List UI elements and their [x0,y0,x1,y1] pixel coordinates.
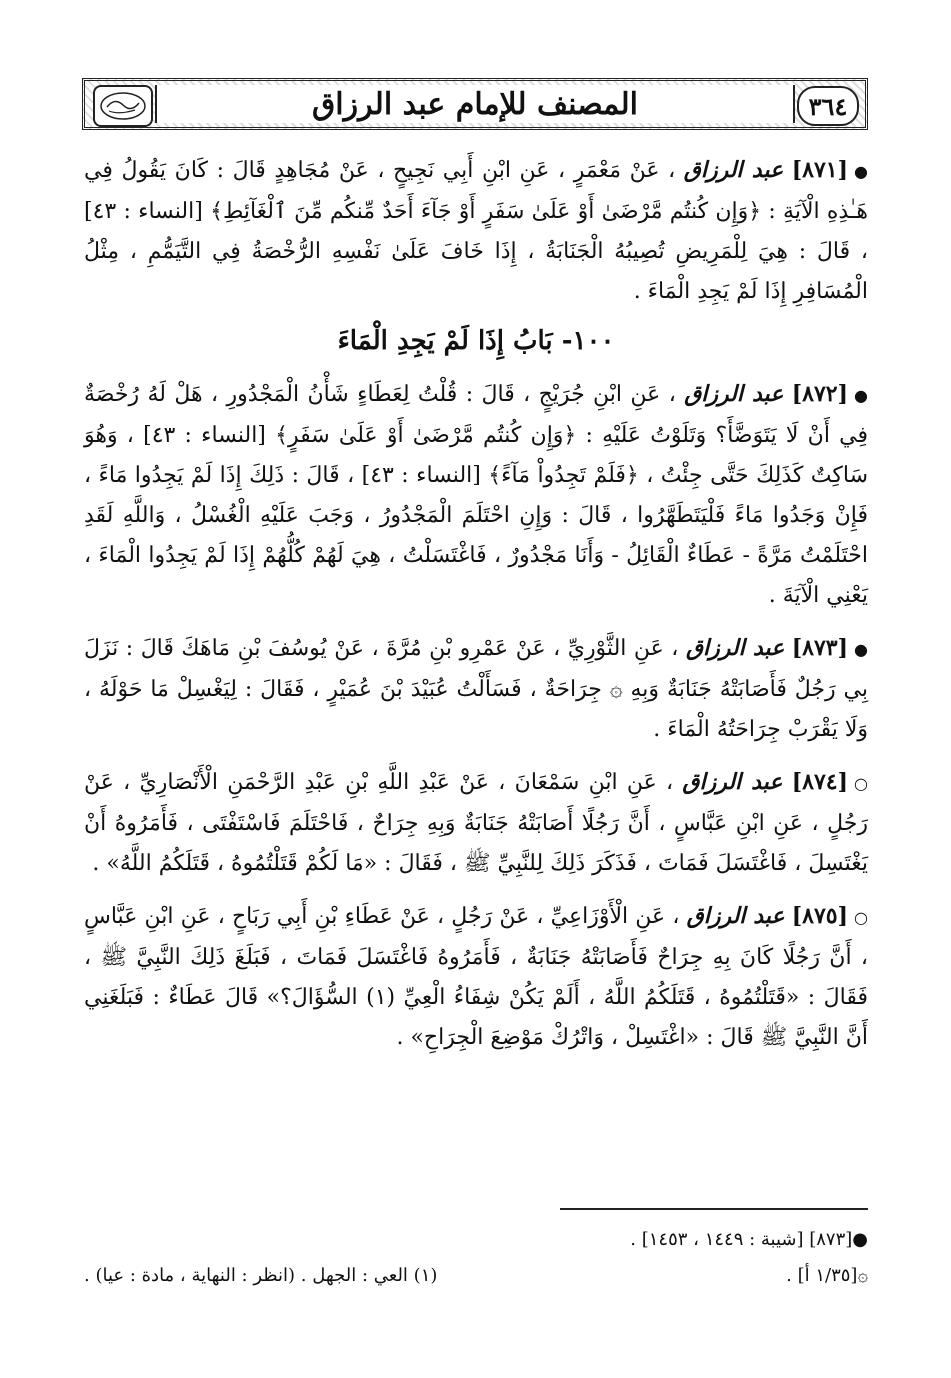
narrator-name: عبد الرزاق [685,635,785,661]
narrator-name: عبد الرزاق [684,381,784,407]
hadith-text: ، عَنِ الْأَوْزَاعِيِّ ، عَنْ رَجُلٍ ، عَنْ عَطَاءِ بْنِ أَبِي رَبَاحٍ ، عَنِ ابْنِ عَبَّاسٍ ، أَنَّ رَجُلًا كَانَ بِهِ جِرَاحٌ فَأَصَابَتْهُ جَنَابَةٌ ، فَأَمَرُوهُ فَاغْتَسَلَ فَمَاتَ ، فَبَلَغَ ذَلِكَ النَّبِيَّ ﷺ ، فَقَالَ : «قَتَلْتُمُوهُ ، قَتَلَكُمُ اللَّهُ ، أَلَمْ يَكُنْ شِفَاءُ الْعِيِّ (١) السُّؤَالَ؟» قَالَ عَطَاءٌ : فَبَلَغَنِي أَنَّ النَّبِيَّ ﷺ قَالَ : «اغْتَسِلْ ، وَاتْرُكْ مَوْضِعَ الْجِرَاحِ» . [84,904,868,1050]
hadith-number: [٨٧٢] [791,381,849,407]
hollow-bullet-icon: ○ [854,774,868,793]
seal-calligraphy-icon [95,87,151,125]
filled-bullet-icon: ● [854,640,868,659]
narrator-name: عبد الرزاق [683,157,784,183]
filled-bullet-icon: ● [854,162,868,181]
footnotes [84,1222,868,1294]
hollow-bullet-icon: ○ [854,908,868,927]
footnote-divider [560,1208,868,1210]
chapter-heading: ١٠٠- بَابُ إِذَا لَمْ يَجِدِ الْمَاءَ [337,326,615,356]
hadith-text: ، عَنْ مَعْمَرٍ ، عَنِ ابْنِ أَبِي نَجِيحٍ ، عَنْ مُجَاهِدٍ قَالَ : كَانَ يَقُولُ فِي هَـٰذِهِ الْآيَةِ : ﴿وَإِن كُنتُم مَّرْضَىٰ أَوْ عَلَىٰ سَفَرٍ أَوْ جَآءَ أَحَدٌ مِّنكُم مِّنَ ٱلْغَآئِطِ﴾ [النساء : ٤٣] ، قَالَ : هِيَ لِلْمَرِيضِ تُصِيبُهُ الْجَنَابَةُ ، إِذَا خَافَ عَلَىٰ نَفْسِهِ الرُّخْصَةُ فِي التَّيَمُّمِ ، مِثْلُ الْمُسَافِرِ إِذَا لَمْ يَجِدِ الْمَاءَ . [84,158,868,304]
page-header [82,78,868,130]
footnote-source-ref: ●[٨٧٣] [شيبة : ١٤٤٩ ، ١٤٥٣] . [630,1229,868,1250]
hadith-number: [٨٧٣] [791,635,849,661]
hadith-number: [٨٧٥] [791,903,849,929]
hadith-text: ، عَنِ الثَّوْرِيِّ ، عَنْ عَمْرِو بْنِ مُرَّةَ ، عَنْ يُوسُفَ بْنِ مَاهَكَ قَالَ : نَزَلَ بِي رَجُلٌ فَأَصَابَتْهُ جَنَابَةٌ وَبِهِ ۞ جِرَاحَةٌ ، فَسَأَلْتُ عُبَيْدَ بْنَ عُمَيْرٍ ، فَقَالَ : لِيَغْسِلْ مَا حَوْلَهُ ، وَلَا يَقْرَبْ جِرَاحَتُهُ الْمَاءَ . [84,636,868,742]
hadith-874 [84,762,868,884]
narrator-name: عبد الرزاق [682,769,783,795]
filled-bullet-icon: ● [854,386,868,405]
footnote-manuscript-ref: ۞[١/٣٥ أ] . [786,1265,868,1286]
narrator-name: عبد الرزاق [686,903,785,929]
hadith-872 [84,374,868,616]
hadith-text: ، عَنِ ابْنِ سَمْعَانَ ، عَنْ عَبْدِ اللَّهِ بْنِ عَبْدِ الرَّحْمَنِ الْأَنْصَارِيِّ ، عَنْ رَجُلٍ ، عَنِ ابْنِ عَبَّاسٍ ، أَنَّ رَجُلًا أَصَابَتْهُ جَنَابَةٌ وَبِهِ جِرَاحٌ ، فَاحْتَلَمَ فَاسْتَفْتَى ، فَأَمَرُوهُ أَنْ يَغْتَسِلَ ، فَاغْتَسَلَ فَمَاتَ ، فَذَكَرَ ذَلِكَ لِلنَّبِيِّ ﷺ ، فَقَالَ : «مَا لَكُمْ قَتَلْتُمُوهُ ، قَتَلَكُمُ اللَّهُ» . [84,770,868,876]
hadith-875 [84,896,868,1058]
running-title: المصنف للإمام عبد الرزاق [312,86,638,122]
page-number: ٣٦٤ [797,86,859,126]
hadith-text: ، عَنِ ابْنِ جُرَيْجٍ ، قَالَ : قُلْتُ لِعَطَاءٍ شَأْنُ الْمَجْدُورِ ، هَلْ لَهُ رُخْصَةٌ فِي أَنْ لَا يَتَوَضَّأَ؟ وَتَلَوْتُ عَلَيْهِ : ﴿وَإِن كُنتُم مَّرْضَىٰ أَوْ عَلَىٰ سَفَرٍ﴾ [النساء : ٤٣] ، وَهُوَ سَاكِتٌ كَذَلِكَ حَتَّى جِئْتُ ، ﴿فَلَمْ تَجِدُواْ مَآءً﴾ [النساء : ٤٣] ، قَالَ : ذَلِكَ إِذَا لَمْ يَجِدُوا مَاءً ، فَإِنْ وَجَدُوا مَاءً فَلْيَتَطَهَّرُوا ، قَالَ : وَإِنِ احْتَلَمَ الْمَجْدُورُ ، وَجَبَ عَلَيْهِ الْغُسْلُ ، وَاللَّهِ لَقَدِ احْتَلَمْتُ مَرَّةً - عَطَاءٌ الْقَائِلُ - وَأَنَا مَجْدُورٌ ، فَاغْتَسَلْتُ ، هِيَ لَهُمْ كُلُّهُمْ إِذَا لَمْ يَجِدُوا الْمَاءَ ، يَعْنِي الْآيَةَ . [84,382,869,608]
hadith-number: [٨٧٤] [791,769,849,795]
book-seal-emblem [93,85,153,127]
main-text [84,150,868,1070]
hadith-number: [٨٧١] [791,157,849,183]
hadith-871 [84,150,868,312]
hadith-873 [84,628,868,750]
footnote-gloss: (١) العي : الجهل . (انظر : النهاية ، مادة : عيا) . [84,1265,438,1286]
